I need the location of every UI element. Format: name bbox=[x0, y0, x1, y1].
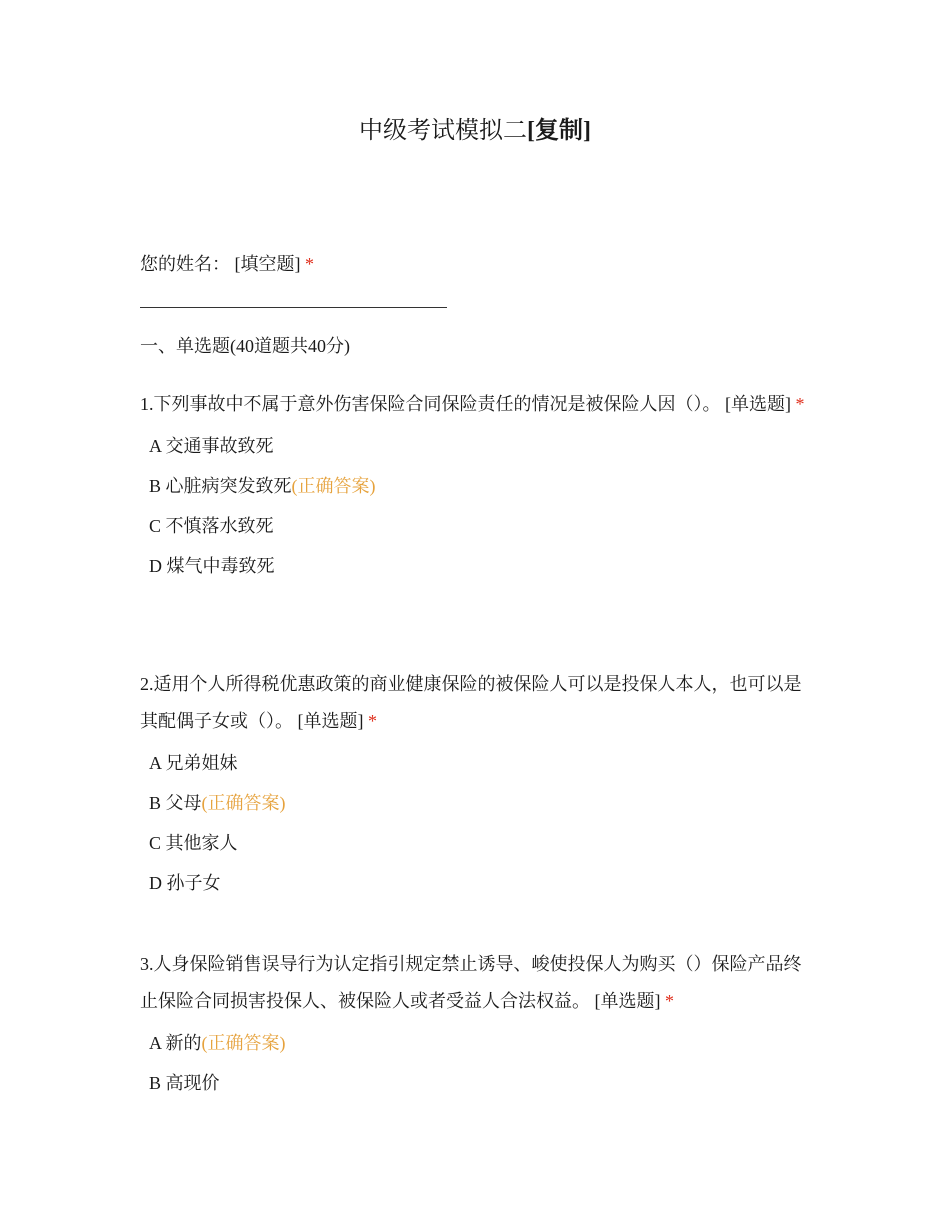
title-main: 中级考试模拟二 bbox=[359, 118, 527, 144]
page-title bbox=[0, 110, 950, 145]
name-question bbox=[140, 250, 314, 276]
required-mark: * bbox=[795, 394, 805, 414]
question-type-tag: [单选题] bbox=[594, 991, 661, 1011]
question-2 bbox=[140, 666, 810, 903]
correct-answer-label: (正确答案) bbox=[201, 1033, 286, 1053]
correct-answer-label: (正确答案) bbox=[291, 476, 376, 496]
option-a[interactable]: A 交通事故致死 bbox=[149, 436, 274, 456]
name-type-tag: [填空题] bbox=[234, 254, 301, 274]
question-1 bbox=[140, 386, 810, 586]
required-mark: * bbox=[368, 711, 377, 731]
question-text: 2.适用个人所得税优惠政策的商业健康保险的被保险人可以是投保人本人，也可以是其配偶子女或（）。 [单选题] * bbox=[140, 674, 802, 731]
required-mark: * bbox=[665, 991, 674, 1011]
question-text: 1.下列事故中不属于意外伤害保险合同保险责任的情况是被保险人因（）。 [单选题] * bbox=[140, 394, 805, 414]
option-d[interactable]: D 孙子女 bbox=[149, 873, 221, 893]
required-mark: * bbox=[305, 254, 314, 274]
option-c[interactable]: C 不慎落水致死 bbox=[149, 516, 274, 536]
option-a[interactable]: A 兄弟姐妹 bbox=[149, 753, 238, 773]
option-d[interactable]: D 煤气中毒致死 bbox=[149, 556, 275, 576]
option-b[interactable]: B 心脏病突发致死(正确答案) bbox=[149, 476, 376, 496]
option-c[interactable]: C 其他家人 bbox=[149, 833, 238, 853]
question-text: 3.人身保险销售误导行为认定指引规定禁止诱导、峻使投保人为购买（）保险产品终止保险合同损害投保人、被保险人或者受益人合法权益。 [单选题] * bbox=[140, 954, 802, 1011]
correct-answer-label: (正确答案) bbox=[201, 793, 286, 813]
name-input-line[interactable] bbox=[140, 307, 447, 308]
option-b[interactable]: B 父母(正确答案) bbox=[149, 793, 286, 813]
name-label: 您的姓名： bbox=[140, 254, 230, 274]
section-heading: 一、单选题(40道题共40分) bbox=[140, 336, 350, 356]
option-b[interactable]: B 高现价 bbox=[149, 1073, 220, 1093]
title-suffix: [复制] bbox=[527, 118, 591, 144]
question-type-tag: [单选题] bbox=[297, 711, 364, 731]
question-3 bbox=[140, 946, 810, 1103]
question-type-tag: [单选题] bbox=[725, 394, 791, 414]
option-a[interactable]: A 新的(正确答案) bbox=[149, 1033, 286, 1053]
